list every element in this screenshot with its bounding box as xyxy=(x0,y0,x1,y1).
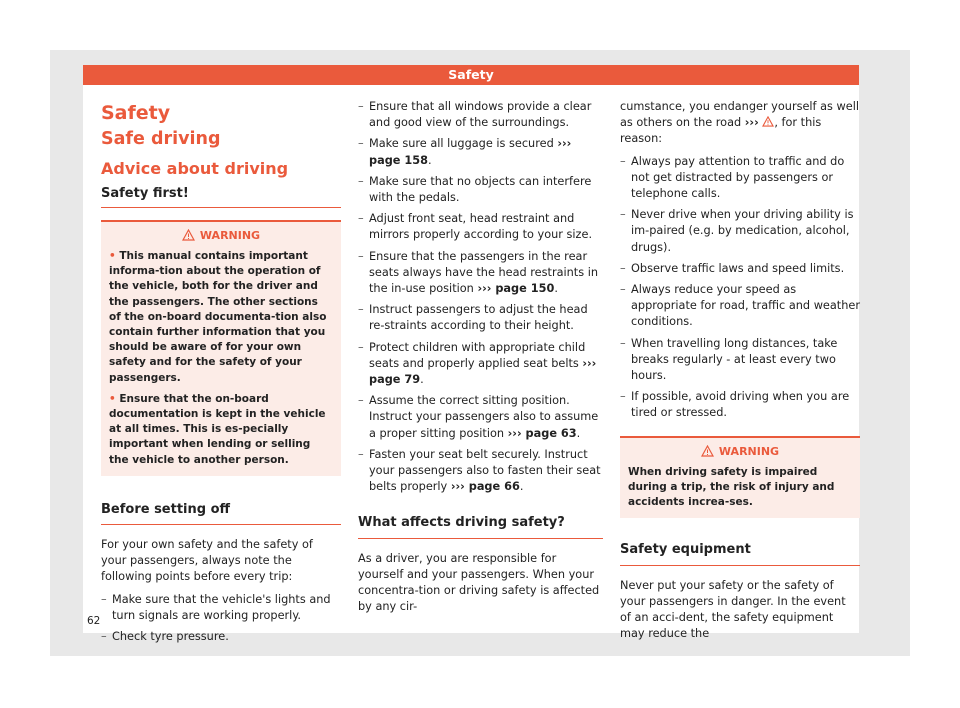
column-3 xyxy=(620,99,860,648)
heading-safety-first: Safety first! xyxy=(101,186,341,208)
list-item: – Protect children with appropriate child seats and properly applied seat belts ››› page 79. xyxy=(358,340,603,389)
heading-before-setting-off: Before setting off xyxy=(101,502,341,525)
warning-box-1 xyxy=(101,220,341,476)
affects-text: As a driver, you are responsible for yourself and your passengers. When your concentra-tion or driving safety is affected by any cir- xyxy=(358,551,600,614)
page-ref-link[interactable]: ››› page 79 xyxy=(369,356,597,387)
page-ref-link[interactable]: ››› page 158 xyxy=(369,137,572,167)
warning-text: When driving safety is impaired during a trip, the risk of injury and accidents increa-ses. xyxy=(628,465,835,509)
heading-safety-equipment: Safety equipment xyxy=(620,542,860,565)
list-item: – If possible, avoid driving when you are tired or stressed. xyxy=(620,389,860,421)
warning-icon xyxy=(701,445,714,457)
list-item: – Make sure that no objects can interfere with the pedals. xyxy=(358,174,603,206)
list-item: – Always reduce your speed as appropriate for road, traffic and weather conditions. xyxy=(620,282,860,331)
list-item: – Fasten your seat belt securely. Instruct your passengers also to fasten their seat belts properly ››› page 66. xyxy=(358,447,603,496)
heading-safety: Safety xyxy=(101,102,171,124)
rules-list xyxy=(620,154,860,422)
list-item: – Make sure that the vehicle's lights and turn signals are working properly. xyxy=(101,592,341,624)
checklist xyxy=(358,99,603,495)
column-2 xyxy=(358,99,603,621)
before-list xyxy=(101,592,341,646)
list-item: – When travelling long distances, take breaks regularly - at least every two hours. xyxy=(620,336,860,385)
list-item: – Observe traffic laws and speed limits. xyxy=(620,261,860,277)
warning-item: • Ensure that the on-board documentation is kept in the vehicle at all times. This is es-pecially important when lending or selling the vehicle to another person. xyxy=(109,392,326,466)
warning-icon xyxy=(762,116,774,127)
list-item: – Make sure all luggage is secured ››› page 158. xyxy=(358,136,603,168)
warning-ref-link[interactable]: ››› xyxy=(744,116,759,130)
equipment-text: Never put your safety or the safety of your passengers in danger. In the event of an acci-dent, the safety equipment may reduce the xyxy=(620,578,846,641)
warning-title: WARNING xyxy=(628,444,852,459)
page-ref-link[interactable]: ››› page 150 xyxy=(477,282,555,296)
heading-advice: Advice about driving xyxy=(101,159,289,179)
warning-box-2 xyxy=(620,436,860,519)
warning-icon xyxy=(182,229,195,241)
list-item: – Always pay attention to traffic and do not get distracted by passengers or telephone calls. xyxy=(620,154,860,203)
list-item: – Never drive when your driving ability is im-paired (e.g. by medication, alcohol, drugs). xyxy=(620,207,860,256)
heading-affects-safety: What affects driving safety? xyxy=(358,515,603,538)
list-item: – Assume the correct sitting position. Instruct your passengers also to assume a proper sitting position ››› page 63. xyxy=(358,393,603,442)
column-1 xyxy=(101,95,341,650)
page-ref-link[interactable]: ››› page 66 xyxy=(450,480,520,494)
heading-safe-driving: Safe driving xyxy=(101,129,221,150)
manual-page xyxy=(83,65,860,644)
list-item: – Instruct passengers to adjust the head re-straints according to their height. xyxy=(358,302,603,334)
list-item: – Ensure that all windows provide a clear and good view of the surroundings. xyxy=(358,99,603,131)
warning-item: • This manual contains important informa-tion about the operation of the vehicle, both for the driver and the passengers. The other sections of the on-board documenta-tion also contain further information that you should be aware of for your own safety and for the safety of your passengers. xyxy=(109,250,327,384)
list-item: – Check tyre pressure. xyxy=(101,629,341,645)
page-ref-link[interactable]: ››› page 63 xyxy=(507,426,577,440)
before-intro: For your own safety and the safety of your passengers, always note the following points before every trip: xyxy=(101,538,313,584)
page-header: Safety xyxy=(83,65,859,85)
list-item: – Adjust front seat, head restraint and mirrors properly according to your size. xyxy=(358,211,603,243)
page-number: 62 xyxy=(87,615,101,627)
warning-title: WARNING xyxy=(109,228,333,243)
list-item: – Ensure that the passengers in the rear seats always have the head restraints in the in-use position ››› page 150. xyxy=(358,249,603,298)
continued-text: cumstance, you endanger yourself as well as others on the road ››› , for this reason: xyxy=(620,100,859,146)
